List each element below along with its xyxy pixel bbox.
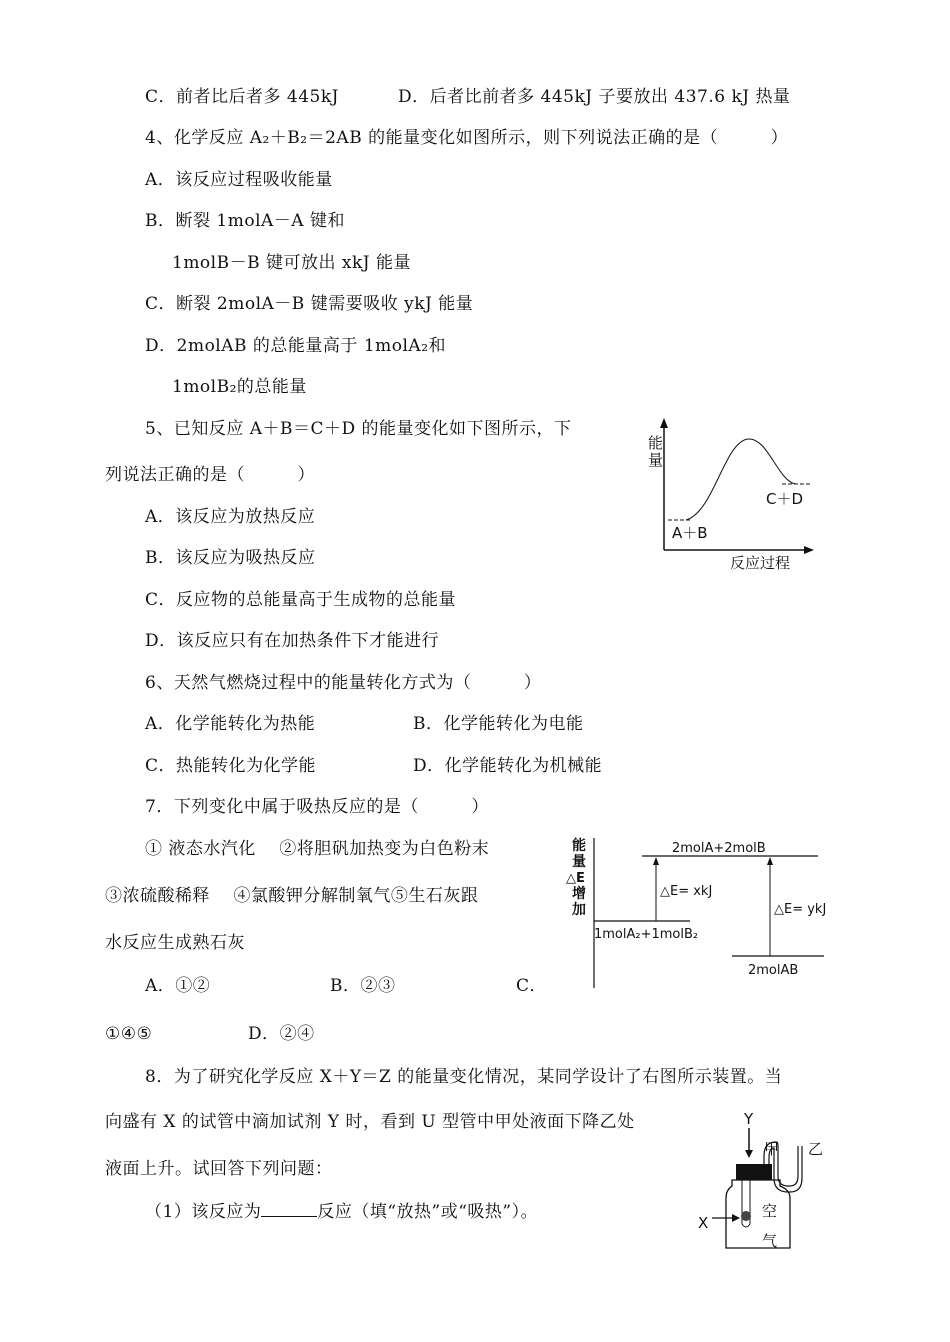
q3-option-c: C．前者比后者多 445kJ — [145, 87, 339, 107]
q4-fig-y-label-5: 加 — [572, 902, 586, 918]
q3-option-d: D．后者比前者多 445kJ 子要放出 437.6 kJ 热量 — [398, 87, 791, 107]
q4-option-c: C．断裂 2molA－B 键需要吸收 ykJ 能量 — [145, 294, 474, 314]
q4-stem: 4、化学反应 A₂＋B₂＝2AB 的能量变化如图所示，则下列说法正确的是（ ） — [145, 128, 789, 148]
q8-sub-1-suffix: 反应（填“放热”或“吸热”）。 — [317, 1202, 539, 1222]
q7-option-c-cont: ①④⑤ — [105, 1024, 153, 1044]
q8-fig-label-y: Y — [744, 1110, 754, 1128]
q5-energy-diagram — [636, 412, 816, 574]
q8-stem: 8．为了研究化学反应 X＋Y＝Z 的能量变化情况，某同学设计了右图所示装置。当 — [145, 1067, 783, 1087]
q4-fig-bottom-level: 2molAB — [748, 963, 799, 978]
q7-items-3: 水反应生成熟石灰 — [105, 933, 245, 953]
q4-energy-level-diagram — [560, 828, 830, 993]
q5-fig-x-label: 反应过程 — [730, 554, 791, 572]
q7-items-2: ③浓硫酸稀释 ④氯酸钾分解制氧气⑤生石灰跟 — [105, 886, 479, 906]
q4-fig-y-label-3: △E — [566, 871, 585, 886]
q7-option-d: D．②④ — [248, 1024, 315, 1044]
q4-option-b-cont: 1molB－B 键可放出 xkJ 能量 — [172, 253, 412, 273]
q5-stem-cont: 列说法正确的是（ ） — [105, 465, 315, 485]
q8-fig-label-yi: 乙 — [808, 1140, 824, 1158]
q4-fig-y-label-2: 量 — [572, 854, 586, 870]
q7-option-a: A．①② — [145, 976, 211, 996]
q8-apparatus-diagram — [692, 1106, 842, 1256]
q4-option-d-cont: 1molB₂的总能量 — [172, 377, 307, 397]
q5-stem: 5、已知反应 A＋B＝C＋D 的能量变化如下图所示，下 — [145, 419, 572, 439]
q8-sub-1-prefix: （1）该反应为 — [145, 1202, 262, 1222]
q5-fig-y-label-1: 能 — [648, 434, 664, 452]
q8-fig-label-kong: 空 — [762, 1202, 778, 1220]
q5-option-b: B．该反应为吸热反应 — [145, 548, 316, 568]
q8-fig-label-x: X — [698, 1214, 709, 1232]
q8-sub-1 — [145, 1200, 538, 1223]
q6-option-d: D．化学能转化为机械能 — [413, 756, 603, 776]
q4-fig-top-level: 2molA+2molB — [672, 841, 766, 856]
q7-option-c: C． — [516, 976, 548, 996]
q4-fig-y-label-1: 能 — [572, 838, 586, 854]
q7-stem: 7．下列变化中属于吸热反应的是（ ） — [145, 797, 489, 817]
q7-items-1: ① 液态水汽化 ②将胆矾加热变为白色粉末 — [145, 839, 490, 859]
q4-fig-y-label-4: 增 — [572, 886, 586, 902]
q5-option-a: A．该反应为放热反应 — [145, 507, 316, 527]
q5-fig-y-label-2: 量 — [648, 451, 664, 469]
q4-option-b: B．断裂 1molA－A 键和 — [145, 211, 345, 231]
q5-fig-reactant-label: A＋B — [672, 524, 708, 542]
q5-fig-product-label: C＋D — [766, 490, 804, 508]
q6-option-a: A．化学能转化为热能 — [145, 714, 316, 734]
q8-stem-cont-2: 液面上升。试回答下列问题： — [105, 1159, 333, 1179]
q4-option-d: D．2molAB 的总能量高于 1molA₂和 — [145, 336, 447, 356]
q4-fig-left-level: 1molA₂+1molB₂ — [594, 927, 699, 942]
q8-fig-label-qi: 气 — [762, 1232, 778, 1250]
q4-fig-dE-x: △E= xkJ — [660, 884, 713, 899]
q7-option-b: B．②③ — [330, 976, 396, 996]
q4-option-a: A．该反应过程吸收能量 — [145, 170, 333, 190]
q6-option-b: B．化学能转化为电能 — [413, 714, 584, 734]
q8-fig-label-jia: 甲 — [764, 1140, 780, 1158]
q5-option-c: C．反应物的总能量高于生成物的总能量 — [145, 590, 457, 610]
q4-fig-dE-y: △E= ykJ — [774, 902, 827, 917]
q6-option-c: C．热能转化为化学能 — [145, 756, 317, 776]
q6-stem: 6、天然气燃烧过程中的能量转化方式为（ ） — [145, 673, 542, 693]
q5-option-d: D．该反应只有在加热条件下才能进行 — [145, 631, 440, 651]
q8-answer-blank[interactable] — [261, 1200, 317, 1217]
q8-stem-cont: 向盛有 X 的试管中滴加试剂 Y 时，看到 U 型管中甲处液面下降乙处 — [105, 1112, 635, 1132]
